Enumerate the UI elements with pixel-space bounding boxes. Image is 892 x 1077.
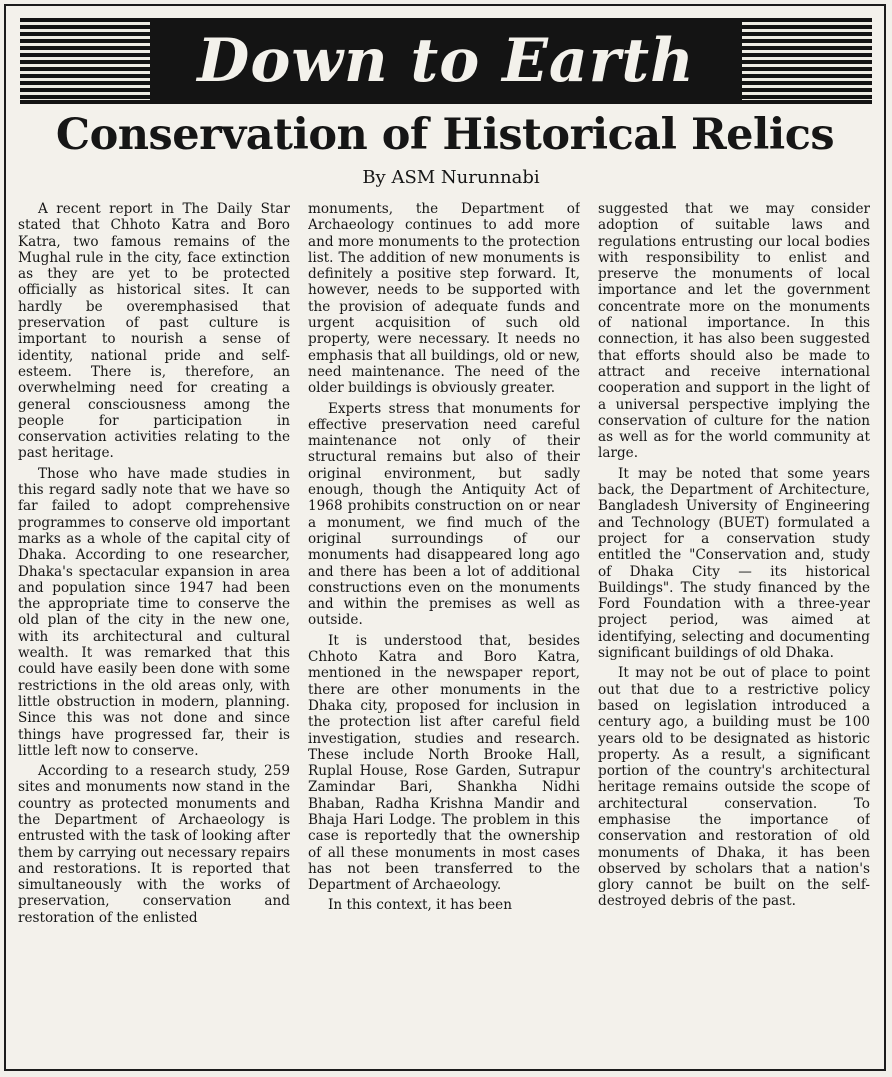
article-paragraph: It may not be out of place to point out that due to a restrictive policy based on legislation introduced a century ago, a building must be 100 years old to be designated as historic property. As a result, a significant portion of the country's architectural heritage remains outside the scope of architectural conservation. To emphasise the importance of conservation and restoration of old monuments of Dhaka, it has been observed by scholars that a nation's glory cannot be built on the self-destroyed debris of the past. xyxy=(598,665,870,910)
article-paragraph: Experts stress that monuments for effective preservation need careful maintenance not only of their structural remains but also of their original environment, but sadly enough, though the Antiquity Act of 1968 prohibits construction on or near a monument, we find much of the original surroundings of our monuments had disappeared long ago and there has been a lot of additional constructions even on the monuments and within the premises as well as outside. xyxy=(308,400,580,629)
article-paragraph: It may be noted that some years back, the Department of Architecture, Bangladesh University of Engineering and Technology (BUET) formulated a project for a conservation study entitled the "Conservation and, study of Dhaka City — its historical Buildings". The study financed by the Ford Foundation with a three-year project period, was aimed at identifying, selecting and documenting significant buildings of old Dhaka. xyxy=(598,465,870,662)
article-column-3 xyxy=(598,201,870,1067)
article-column-2 xyxy=(308,201,580,1067)
article-paragraph: A recent report in The Daily Star stated that Chhoto Katra and Boro Katra, two famous remains of the Mughal rule in the city, face extinction as they are yet to be protected officially as historical sites. It can hardly be overemphasised that preservation of past culture is important to nourish a sense of identity, national pride and self-esteem. There is, therefore, an overwhelming need for creating a general consciousness among the people for participation in conservation activities relating to the past heritage. xyxy=(18,201,290,462)
article-paragraph: In this context, it has been xyxy=(328,897,512,914)
article-paragraph: Those who have made studies in this regard sadly note that we have so far failed to adopt comprehensive programmes to conserve old important marks as a whole of the capital city of Dhaka. According to one researcher, Dhaka's spectacular expansion in area and population since 1947 had been the appropriate time to conserve the old plan of the city in the new one, with its architectural and cultural wealth. It was remarked that this could have easily been done with some restrictions in the old areas only, with little obstruction in modern, planning. Since this was not done and since things have progressed far, their is little left now to conserve. xyxy=(18,465,290,759)
article-paragraph: It is understood that, besides Chhoto Katra and Boro Katra, mentioned in the newspaper report, there are other monuments in the Dhaka city, proposed for inclusion in the protection list after careful field investigation, studies and research. These include North Brooke Hall, Ruplal House, Rose Garden, Sutrapur Zamindar Bari, Shankha Nidhi Bhaban, Radha Krishna Mandir and Bhaja Hari Lodge. The problem in this case is reportedly that the ownership of all these monuments in most cases has not been transferred to the Department of Archaeology. xyxy=(308,632,580,894)
section-banner xyxy=(20,18,872,104)
section-title: Down to Earth xyxy=(197,26,695,96)
newspaper-clipping xyxy=(4,4,886,1071)
article-headline: Conservation of Historical Relics xyxy=(55,110,835,160)
banner-hatch-left xyxy=(20,22,150,100)
article-byline: By ASM Nurunnabi xyxy=(362,167,540,188)
article-paragraph: suggested that we may consider adoption of suitable laws and regulations entrusting our local bodies with responsibility to enlist and preserve the monuments of local importance and let the government concentrate more on the monuments of national importance. In this connection, it has also been suggested that efforts should also be made to attract and receive international cooperation and support in the light of a universal perspective implying the conservation of culture for the nation as well as for the world community at large. xyxy=(598,201,870,462)
article-paragraph: According to a research study, 259 sites and monuments now stand in the country as protected monuments and the Department of Archaeology is entrusted with the task of looking after them by carrying out necessary repairs and restorations. It is reported that simultaneously with the works of preservation, conservation and restoration of the enlisted xyxy=(18,763,290,926)
article-column-1 xyxy=(18,201,290,1067)
article-paragraph: monuments, the Department of Archaeology continues to add more and more monuments to the protection list. The addition of new monuments is definitely a positive step forward. It, however, needs to be supported with the provision of adequate funds and urgent acquisition of such old property, were necessary. It needs no emphasis that all buildings, old or new, need maintenance. The need of the older buildings is obviously greater. xyxy=(308,201,580,397)
banner-hatch-right xyxy=(742,22,872,100)
